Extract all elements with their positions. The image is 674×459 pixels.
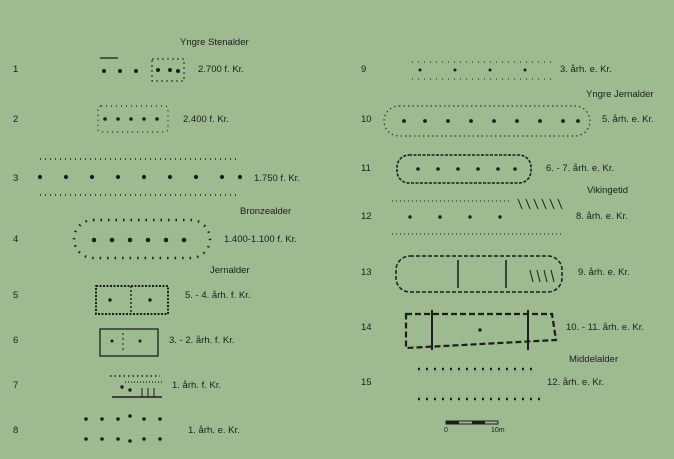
house-plan-13 [396, 256, 562, 292]
house-number-2: 2 [13, 114, 19, 125]
house-number-5: 5 [13, 290, 19, 301]
house-date-15: 12. årh. e. Kr. [547, 377, 605, 388]
house-number-3: 3 [13, 173, 19, 184]
house-date-11: 6. - 7. årh. e. Kr. [546, 163, 615, 174]
house-date-10: 5. årh. e. Kr. [602, 114, 654, 125]
house-date-13: 9. årh. e. Kr. [578, 267, 630, 278]
house-number-8: 8 [13, 425, 19, 436]
house-plan-6 [100, 329, 158, 356]
house-number-14: 14 [361, 322, 372, 333]
house-date-9: 3. årh. e. Kr. [560, 64, 612, 75]
house-date-14: 10. - 11. årh. e. Kr. [566, 322, 644, 333]
house-plan-9 [412, 62, 552, 79]
scale-bar [446, 421, 498, 424]
house-plan-14 [406, 310, 556, 350]
period-yngre-stenalder: Yngre Stenalder [180, 37, 249, 48]
house-number-9: 9 [361, 64, 367, 75]
house-plan-15 [418, 369, 542, 399]
house-number-6: 6 [13, 335, 19, 346]
house-date-8: 1. årh. e. Kr. [188, 425, 240, 436]
house-number-13: 13 [361, 267, 372, 278]
house-number-1: 1 [13, 64, 19, 75]
house-number-12: 12 [361, 211, 372, 222]
house-plan-5 [96, 286, 168, 314]
period-jernalder: Jernalder [210, 265, 250, 276]
house-date-12: 8. årh. e. Kr. [576, 211, 628, 222]
scale-label-end: 10m [491, 427, 505, 434]
house-plan-7 [110, 376, 162, 397]
house-date-6: 3. - 2. årh. f. Kr. [169, 335, 235, 346]
period-vikingetid: Vikingetid [587, 185, 629, 196]
house-plan-8 [85, 415, 162, 443]
house-date-5: 5. - 4. årh. f. Kr. [185, 290, 251, 301]
house-date-1: 2.700 f. Kr. [198, 64, 244, 75]
house-plan-1 [100, 58, 184, 81]
house-date-3: 1.750 f. Kr. [254, 173, 300, 184]
house-date-7: 1. årh. f. Kr. [172, 380, 222, 391]
house-date-2: 2.400 f. Kr. [183, 114, 229, 125]
scale-label-start: 0 [444, 427, 448, 434]
house-plan-12 [392, 199, 562, 234]
house-number-7: 7 [13, 380, 19, 391]
house-plan-11 [397, 155, 531, 183]
house-plan-10 [384, 106, 590, 136]
house-number-4: 4 [13, 234, 19, 245]
house-plan-3 [38, 159, 241, 195]
house-date-4: 1.400-1.100 f. Kr. [224, 234, 297, 245]
period-bronzealder: Bronzealder [240, 206, 292, 217]
period-yngre-jernalder: Yngre Jernalder [586, 89, 654, 100]
house-number-15: 15 [361, 377, 372, 388]
house-plan-2 [98, 106, 168, 132]
period-middelalder: Middelalder [569, 354, 619, 365]
house-number-10: 10 [361, 114, 372, 125]
house-plan-4 [74, 220, 210, 258]
house-number-11: 11 [361, 163, 371, 174]
